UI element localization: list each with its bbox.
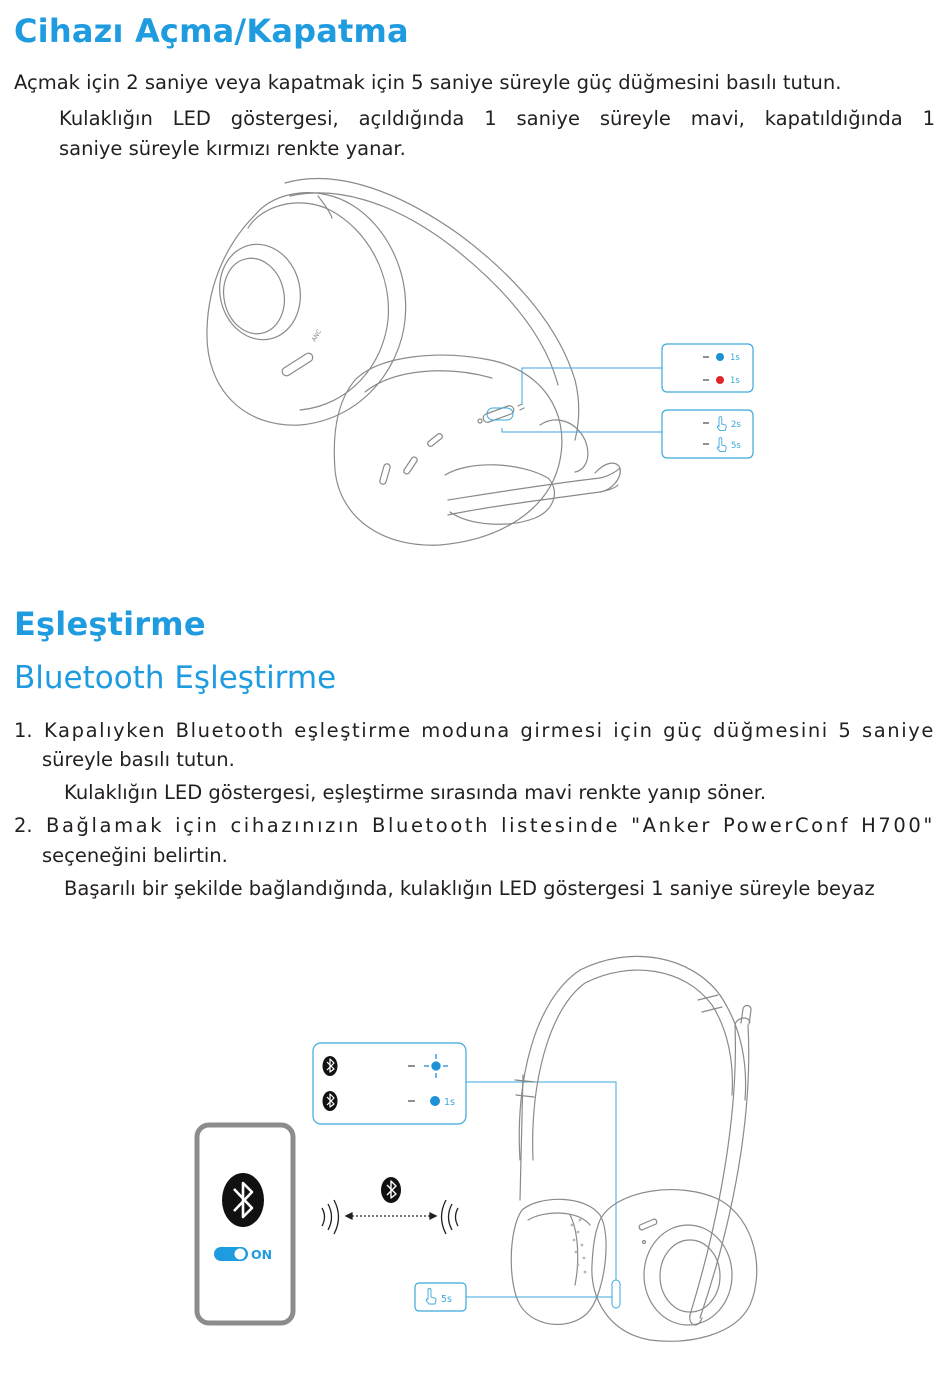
power-instruction: Açmak için 2 saniye veya kapatmak için 5 saniye süreyle güç düğmesini basılı tutun. — [14, 71, 842, 94]
step-2-line2: seçeneğini belirtin. — [42, 844, 228, 867]
pairing-illustration — [180, 940, 780, 1380]
step-2-number: 2. — [14, 814, 33, 837]
led-blue-dot — [716, 353, 724, 361]
toggle-on-label: ON — [251, 1247, 273, 1262]
power-note-line2: saniye süreyle kırmızı renkte yanar. — [59, 137, 406, 160]
step-1-line1: Kapalıyken Bluetooth eşleştirme moduna girmesi için güç düğmesini 5 saniye — [44, 719, 935, 742]
led-indicator-panel — [662, 344, 753, 392]
section-title-power: Cihazı Açma/Kapatma — [14, 12, 409, 50]
led-red-duration: 1s — [730, 376, 740, 386]
press-duration-panel — [662, 410, 753, 458]
power-note-line1: Kulaklığın LED göstergesi, açıldığında 1 saniye süreyle mavi, kapatıldığında 1 — [59, 107, 935, 130]
step-1-note: Kulaklığın LED göstergesi, eşleştirme sırasında mavi renkte yanıp söner. — [64, 781, 767, 804]
bluetooth-icon — [381, 1177, 401, 1203]
pairing-led-duration: 1s — [444, 1097, 455, 1108]
step-1-number: 1. — [14, 719, 33, 742]
pairing-press-duration: 5s — [441, 1294, 452, 1305]
subsection-title-bluetooth: Bluetooth Eşleştirme — [14, 660, 337, 696]
press-5s-duration: 5s — [731, 441, 741, 451]
press-2s-duration: 2s — [731, 420, 741, 430]
phone-illustration — [197, 1125, 293, 1323]
led-red-dot — [716, 376, 724, 384]
section-title-pairing: Eşleştirme — [14, 605, 206, 643]
pairing-led-panel — [313, 1043, 466, 1124]
step-2-line1: Bağlamak için cihazınızın Bluetooth listesinde "Anker PowerConf H700" — [46, 814, 935, 837]
step-2-note: Başarılı bir şekilde bağlandığında, kulaklığın LED göstergesi 1 saniye süreyle beyaz — [64, 877, 875, 900]
pairing-press-label — [415, 1283, 466, 1311]
anc-label: ANC — [310, 328, 324, 343]
bluetooth-icon — [323, 1091, 338, 1111]
led-blue-duration: 1s — [730, 353, 740, 363]
bluetooth-connection-arrow — [322, 1200, 458, 1234]
step-1-line2: süreyle basılı tutun. — [42, 748, 235, 771]
toggle-switch — [214, 1247, 248, 1261]
bluetooth-icon — [323, 1056, 338, 1076]
led-blue-dot — [430, 1096, 440, 1106]
headset-side-illustration — [180, 170, 780, 560]
